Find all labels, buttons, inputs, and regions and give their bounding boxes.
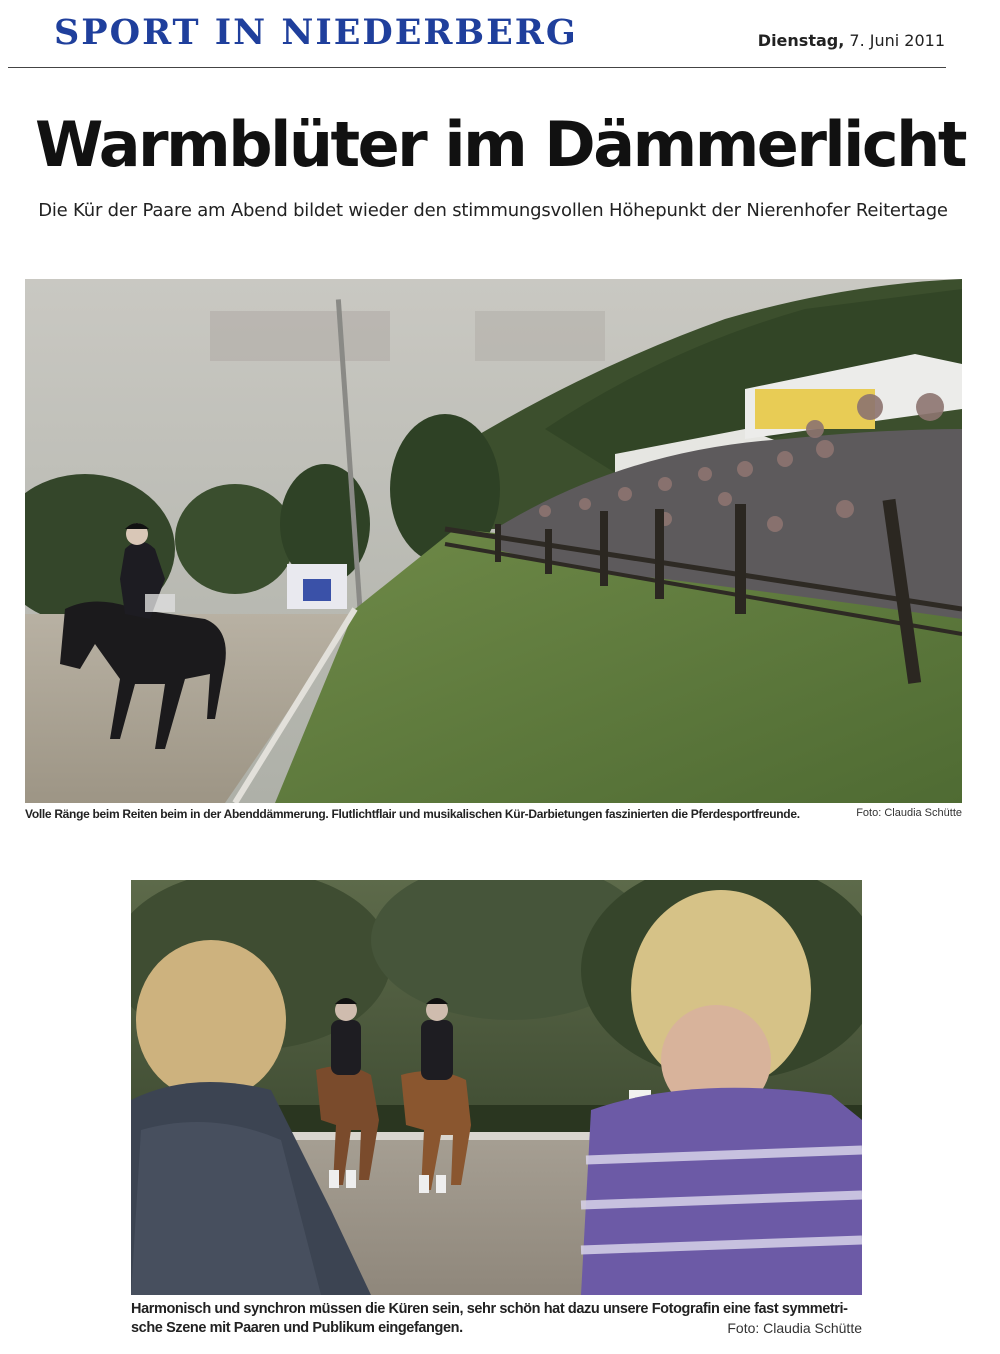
- issue-date-value: 7. Juni 2011: [849, 31, 945, 50]
- photo1-caption: Volle Ränge beim Reiten beim in der Abenddämmerung. Flutlichtflair und musikalischen Kür-Darbietungen faszinierten die Pferdesportfreunde.: [25, 807, 800, 821]
- photo2-credit: Foto: Claudia Schütte: [727, 1320, 862, 1336]
- photo1-credit: Foto: Claudia Schütte: [856, 807, 962, 819]
- photo2-caption-line1: Harmonisch und synchron müssen die Küren sein, sehr schön hat dazu unsere Fotografin eine fast symmetri-: [131, 1301, 848, 1317]
- photo2-caption-line2: sche Szene mit Paaren und Publikum eingefangen.: [131, 1320, 463, 1336]
- photo-pairs-audience: [131, 880, 862, 1295]
- photo-riders-evening-illustration: [25, 279, 962, 803]
- article-headline: Warmblüter im Dämmerlicht: [35, 108, 965, 181]
- issue-date: [758, 31, 945, 50]
- issue-weekday: Dienstag,: [757, 31, 845, 50]
- photo-riders-evening: [25, 279, 962, 803]
- article-subheadline: Die Kür der Paare am Abend bildet wieder den stimmungsvollen Höhepunkt der Nierenhofer Reitertage: [38, 200, 948, 221]
- section-masthead: SPORT IN NIEDERBERG: [54, 12, 578, 53]
- photo-pairs-audience-illustration: [131, 880, 862, 1295]
- header-rule: [8, 67, 946, 68]
